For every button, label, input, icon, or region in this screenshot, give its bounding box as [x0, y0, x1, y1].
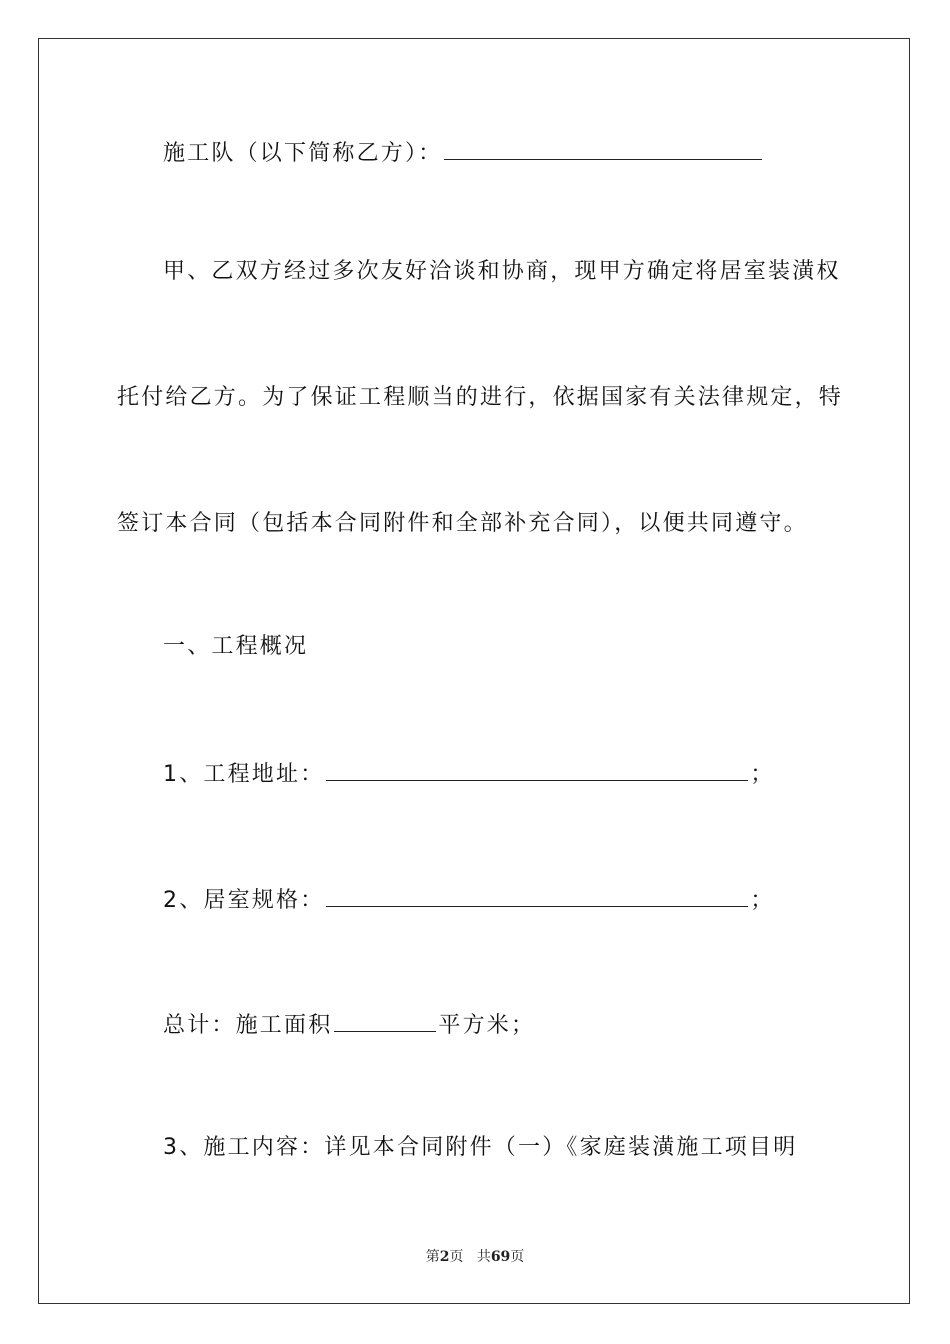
party-b-blank[interactable]: [444, 137, 762, 160]
section-heading: [163, 632, 308, 662]
address-blank[interactable]: [326, 758, 748, 781]
area-label: 总计：施工面积: [163, 1013, 333, 1038]
page-border: [38, 38, 910, 1304]
address-label: 1、工程地址：: [163, 762, 325, 787]
paragraph-text-2: 托付给乙方。为了保证工程顺当的进行，依据国家有关法律规定，特: [117, 385, 844, 410]
paragraph-line-3: [117, 509, 808, 539]
paragraph-text-1: 甲、乙双方经过多次友好洽谈和协商，现甲方确定将居室装潢权: [163, 259, 841, 284]
footer-total-suffix: 页: [510, 1249, 525, 1265]
party-b-line: [163, 137, 764, 169]
paragraph-line-2: [117, 383, 843, 413]
page-footer: [0, 1246, 950, 1266]
footer-page-suffix: 页: [449, 1249, 464, 1265]
room-spec-line: [163, 884, 775, 916]
address-line: [163, 758, 775, 790]
paragraph-line-1: [163, 257, 841, 287]
section-title: 一、工程概况: [163, 634, 309, 659]
room-spec-label: 2、居室规格：: [163, 888, 325, 913]
area-blank[interactable]: [334, 1009, 436, 1032]
room-spec-end: ；: [750, 888, 775, 913]
footer-total-prefix: 共: [476, 1249, 491, 1265]
area-line: [163, 1009, 535, 1041]
area-unit: 平方米；: [438, 1013, 536, 1038]
footer-page-prefix: 第: [425, 1249, 440, 1265]
address-end: ；: [750, 762, 775, 787]
room-spec-blank[interactable]: [326, 884, 748, 907]
content-line: [163, 1133, 797, 1163]
content-text: 3、施工内容：详见本合同附件（一）《家庭装潢施工项目明: [163, 1135, 798, 1160]
paragraph-text-3: 签订本合同（包括本合同附件和全部补充合同），以便共同遵守。: [117, 511, 808, 536]
footer-page-number: 2: [439, 1249, 450, 1265]
party-b-label: 施工队（以下简称乙方）：: [163, 141, 443, 166]
footer-total-pages: 69: [490, 1249, 511, 1265]
